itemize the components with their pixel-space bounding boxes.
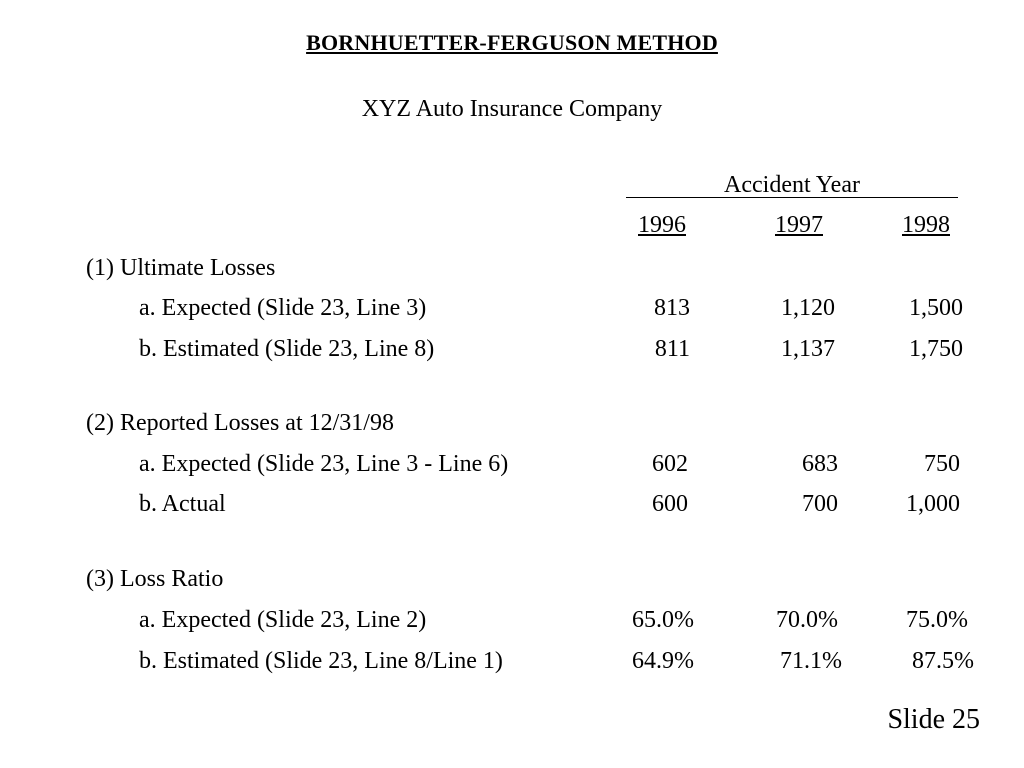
table-cell: 75.0% [906, 607, 968, 633]
table-cell: 87.5% [912, 648, 974, 674]
slide-title: BORNHUETTER-FERGUSON METHOD [306, 30, 718, 55]
row-label: a. Expected (Slide 23, Line 3 - Line 6) [139, 451, 509, 477]
section-heading-ultimate-losses: (1) Ultimate Losses [86, 255, 276, 281]
year-header-1996: 1996 [638, 212, 686, 238]
table-cell: 811 [654, 336, 690, 362]
section-heading-loss-ratio: (3) Loss Ratio [86, 566, 224, 592]
table-cell: 71.1% [780, 648, 842, 674]
accident-year-header: Accident Year [724, 172, 860, 198]
section-heading-reported-losses: (2) Reported Losses at 12/31/98 [86, 410, 394, 436]
row-label: a. Expected (Slide 23, Line 3) [139, 295, 427, 321]
table-cell: 700 [802, 491, 838, 517]
table-cell: 65.0% [632, 607, 694, 633]
table-cell: 813 [654, 295, 690, 321]
table-cell: 70.0% [776, 607, 838, 633]
slide-subtitle: XYZ Auto Insurance Company [361, 96, 663, 122]
table-cell: 64.9% [632, 648, 694, 674]
table-cell: 1,000 [906, 491, 960, 517]
year-header-1997: 1997 [775, 212, 823, 238]
slide-number: Slide 25 [887, 704, 980, 735]
table-cell: 600 [652, 491, 688, 517]
accident-year-rule [626, 197, 958, 198]
table-cell: 750 [924, 451, 960, 477]
table-cell: 683 [802, 451, 838, 477]
row-label: a. Expected (Slide 23, Line 2) [139, 607, 427, 633]
row-label: b. Estimated (Slide 23, Line 8) [139, 336, 435, 362]
table-cell: 1,750 [909, 336, 963, 362]
row-label: b. Estimated (Slide 23, Line 8/Line 1) [139, 648, 503, 674]
table-cell: 1,500 [909, 295, 963, 321]
year-header-1998: 1998 [902, 212, 950, 238]
table-cell: 1,120 [781, 295, 835, 321]
row-label: b. Actual [139, 491, 226, 517]
table-cell: 1,137 [781, 336, 835, 362]
table-cell: 602 [652, 451, 688, 477]
